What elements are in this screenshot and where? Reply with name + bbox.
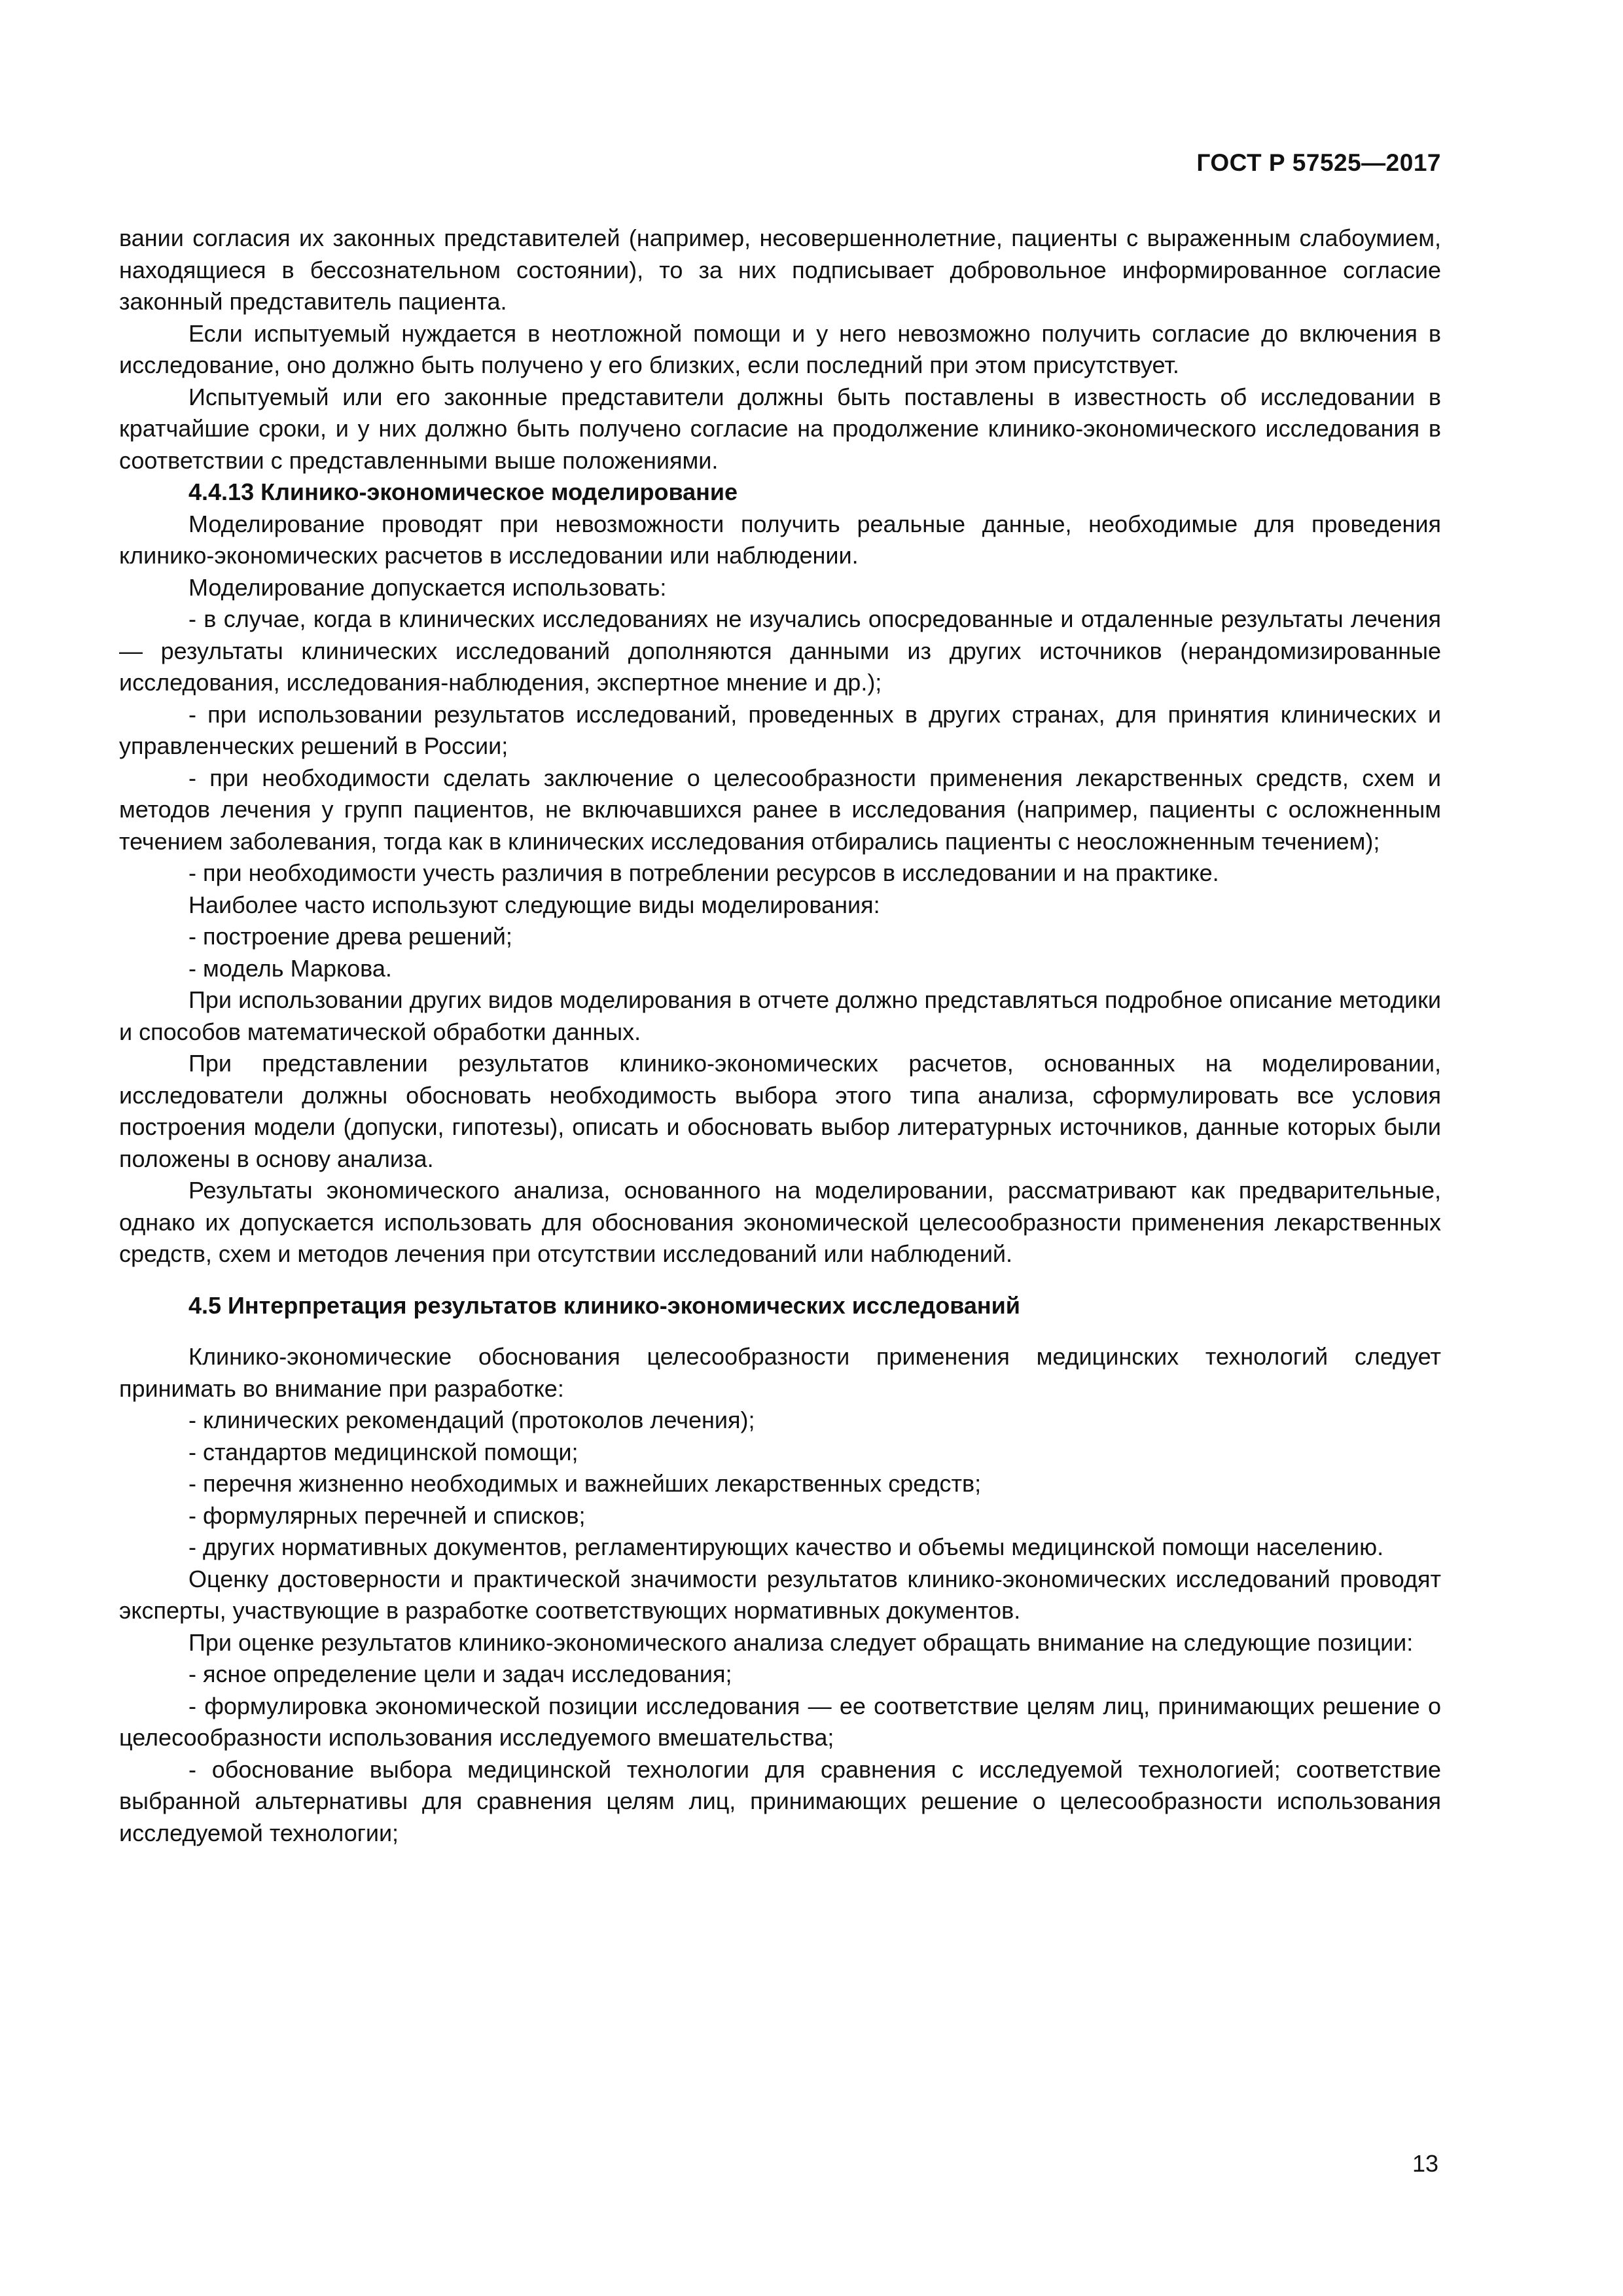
paragraph: При оценке результатов клинико-экономического анализа следует обращать внимание на следующие позиции: bbox=[188, 1628, 1414, 1656]
paragraph: Наиболее часто используют следующие виды моделирования: bbox=[188, 891, 880, 918]
paragraph: Испытуемый или его законные представители должны быть поставлены в известность об исследовании в кратчайшие сроки, и у них должно быть получено согласие на продолжение клинико-экономического исследования в соответствии с представленными выше положениями. bbox=[119, 383, 1441, 474]
list-item: - клинических рекомендаций (протоколов лечения); bbox=[188, 1407, 755, 1433]
list-item: - перечня жизненно необходимых и важнейших лекарственных средств; bbox=[188, 1470, 982, 1497]
list-item: - стандартов медицинской помощи; bbox=[188, 1438, 579, 1465]
list-item: - при использовании результатов исследований, проведенных в других странах, для принятия клинических и управленческих решений в России; bbox=[119, 700, 1441, 759]
list-item: - обоснование выбора медицинской технологии для сравнения с исследуемой технологией; соответствие выбранной альтернативы для сравнения целям лиц, принимающих решение о целесообразности использования исследуемой технологии; bbox=[119, 1755, 1441, 1846]
document-body bbox=[119, 223, 1441, 1849]
list-item: - при необходимости учесть различия в потреблении ресурсов в исследовании и на практике. bbox=[188, 859, 1219, 886]
paragraph: Моделирование допускается использовать: bbox=[188, 573, 667, 601]
list-item: - ясное определение цели и задач исследования; bbox=[188, 1660, 732, 1687]
paragraph: Результаты экономического анализа, основанного на моделировании, рассматривают как предварительные, однако их допускается использовать для обоснования экономической целесообразности применения лекарственных средств, схем и методов лечения при отсутствии исследований или наблюдений. bbox=[119, 1177, 1441, 1267]
paragraph: Моделирование проводят при невозможности получить реальные данные, необходимые для проведения клинико-экономических расчетов в исследовании или наблюдении. bbox=[119, 510, 1441, 569]
list-item: - других нормативных документов, регламентирующих качество и объемы медицинской помощи населению. bbox=[188, 1534, 1384, 1560]
list-item: - модель Маркова. bbox=[188, 954, 392, 982]
paragraph: Оценку достоверности и практической значимости результатов клинико-экономических исследований проводят эксперты, участвующие в разработке соответствующих нормативных документов. bbox=[119, 1565, 1441, 1624]
list-item: - при необходимости сделать заключение о целесообразности применения лекарственных средств, схем и методов лечения у групп пациентов, не включавшихся ранее в исследования (например, пациенты с осложненным течением заболевания, тогда как в клинических исследования отбирались пациенты с неосложненным течением); bbox=[119, 764, 1441, 855]
paragraph: При представлении результатов клинико-экономических расчетов, основанных на моделировании, исследователи должны обосновать необходимость выбора этого типа анализа, сформулировать все условия построения модели (допуски, гипотезы), описать и обосновать выбор литературных источников, данные которых были положены в основу анализа. bbox=[119, 1050, 1441, 1172]
page-number: 13 bbox=[1412, 2150, 1438, 2177]
list-item: - формулировка экономической позиции исследования — ее соответствие целям лиц, принимающих решение о целесообразности использования исследуемого вмешательства; bbox=[119, 1692, 1441, 1751]
section-heading-4-4-13: 4.4.13 Клинико-экономическое моделирование bbox=[188, 478, 738, 505]
paragraph: Клинико-экономические обоснования целесообразности применения медицинских технологий следует принимать во внимание при разработке: bbox=[119, 1343, 1441, 1402]
list-item: - построение древа решений; bbox=[188, 923, 512, 950]
document-code: ГОСТ Р 57525—2017 bbox=[1196, 149, 1441, 176]
list-item: - формулярных перечней и списков; bbox=[188, 1501, 586, 1529]
paragraph: Если испытуемый нуждается в неотложной помощи и у него невозможно получить согласие до включения в исследование, оно должно быть получено у его близких, если последний при этом присутствует. bbox=[119, 319, 1441, 378]
paragraph: При использовании других видов моделирования в отчете должно представляться подробное описание методики и способов математической обработки данных. bbox=[119, 986, 1441, 1045]
section-heading-4-5: 4.5 Интерпретация результатов клинико-экономических исследований bbox=[188, 1291, 1020, 1319]
paragraph: вании согласия их законных представителей (например, несовершеннолетние, пациенты с выраженным слабоумием, находящиеся в бессознательном состоянии), то за них подписывает добровольное информированное согласие законный представитель пациента. bbox=[119, 224, 1441, 315]
list-item: - в случае, когда в клинических исследованиях не изучались опосредованные и отдаленные результаты лечения — результаты клинических исследований дополняются данными из других источников (нерандомизированные исследования, исследования-наблюдения, экспертное мнение и др.); bbox=[119, 605, 1441, 696]
